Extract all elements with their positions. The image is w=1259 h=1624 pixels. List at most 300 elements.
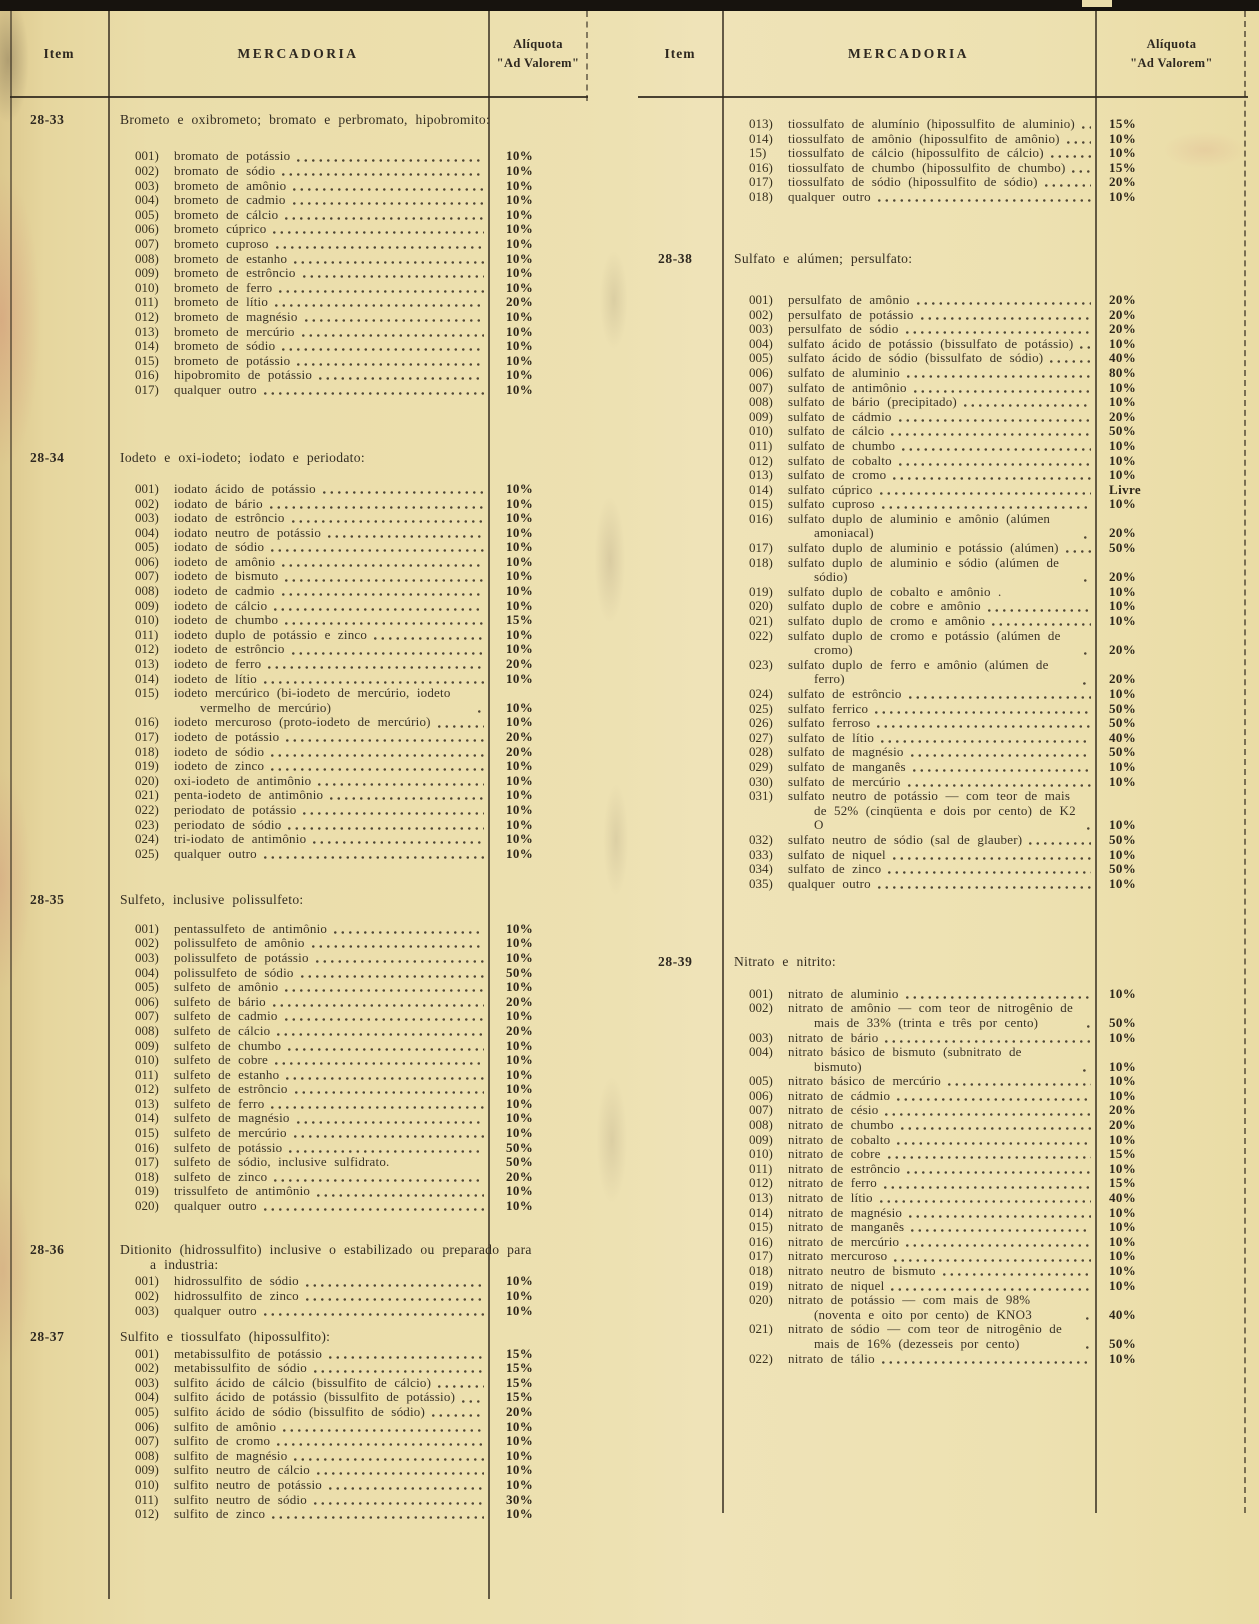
entry-description: sulfeto de cadmio xyxy=(174,1008,278,1024)
entry-description-cell xyxy=(174,1390,488,1405)
entry-description: nitrato de amônio — com teor de nitrogênio de mais de 33% (trinta e três por cento) xyxy=(788,1000,1073,1030)
table-row xyxy=(108,266,588,281)
entry-description: sulfeto de cobre xyxy=(174,1052,269,1068)
entry-description: brometo cuproso xyxy=(174,235,269,251)
entry-description: hidrossulfito de sódio xyxy=(174,1273,299,1289)
entry-code: 003) xyxy=(749,1029,773,1045)
entry-code: 033) xyxy=(749,846,773,862)
entry-code: 014) xyxy=(749,130,773,146)
table-row xyxy=(722,1147,1248,1162)
entry-code: 009) xyxy=(749,408,773,424)
entry-description: sulfato de cromo xyxy=(788,467,887,483)
table-row xyxy=(108,1155,588,1170)
entry-description-cell xyxy=(788,424,1095,439)
entry-description: sulfato duplo de cromo e potássio (alúmen de cromo) xyxy=(788,627,1061,658)
entry-rate: 10% xyxy=(506,235,534,251)
entry-code: 002) xyxy=(749,1000,773,1016)
entry-description: periodato de potássio xyxy=(174,801,297,817)
entry-rate: 20% xyxy=(1109,408,1137,424)
entry-description: sulfito neutro de sódio xyxy=(174,1491,307,1507)
entry-rate: 20% xyxy=(506,1022,534,1038)
entry-rate: 10% xyxy=(506,801,534,817)
entry-description-cell xyxy=(174,569,488,584)
entry-code: 022) xyxy=(135,801,159,817)
table-row xyxy=(722,775,1248,790)
entry-description: brometo de amônio xyxy=(174,177,287,193)
entry-rate: 50% xyxy=(1109,861,1137,877)
entry-rate: 10% xyxy=(1109,758,1137,774)
entry-rate: 10% xyxy=(506,1447,534,1463)
entry-description-cell xyxy=(174,482,488,497)
table-row xyxy=(722,161,1248,176)
entry-code: 021) xyxy=(135,787,159,803)
entry-rate: 50% xyxy=(506,1139,534,1155)
table-row xyxy=(108,832,588,847)
entry-rate: 10% xyxy=(506,480,534,496)
entry-description: nitrato de cobre xyxy=(788,1146,881,1162)
entry-description-cell xyxy=(174,354,488,369)
entry-rate: 10% xyxy=(506,1273,534,1289)
section-body xyxy=(108,450,588,862)
entry-description: sulfato de manganês xyxy=(788,758,906,774)
entry-description: iodeto de chumbo xyxy=(174,612,279,628)
entry-description: sulfato ácido de potássio (bissulfato de potássio) xyxy=(788,335,1074,351)
entry-code: 005) xyxy=(749,350,773,366)
table-row xyxy=(108,482,588,497)
entry-description: sulfito de zinco xyxy=(174,1506,266,1522)
entry-description: sulfeto de estanho xyxy=(174,1066,280,1082)
entry-description-cell xyxy=(174,1376,488,1391)
table-row xyxy=(108,1009,588,1024)
table-row xyxy=(722,1264,1248,1279)
entry-description-cell xyxy=(174,179,488,194)
entry-code: 007) xyxy=(749,379,773,395)
table-row xyxy=(722,614,1248,629)
entry-code: 008) xyxy=(135,1447,159,1463)
entry-rate: 40% xyxy=(1109,350,1137,366)
entry-description-cell xyxy=(788,132,1095,147)
entry-description-cell xyxy=(174,281,488,296)
entry-rate: 30% xyxy=(506,1491,534,1507)
entry-code: 001) xyxy=(749,985,773,1001)
entry-description-cell xyxy=(174,1463,488,1478)
entry-rate: 15% xyxy=(1109,159,1137,175)
table-row xyxy=(108,252,588,267)
entry-description-cell xyxy=(174,1039,488,1054)
entry-description-cell xyxy=(788,439,1095,454)
entry-description-cell xyxy=(788,1001,1095,1030)
entry-description-cell xyxy=(174,686,488,715)
table-row xyxy=(722,512,1248,541)
entry-code: 005) xyxy=(135,1404,159,1419)
entry-rate: 50% xyxy=(506,964,534,980)
entry-rate: 10% xyxy=(506,323,534,339)
entry-code: 018) xyxy=(749,1263,773,1278)
entry-description-cell xyxy=(788,702,1095,717)
table-body xyxy=(638,117,1248,1366)
entry-rate: 10% xyxy=(1109,335,1137,351)
entry-code: 019) xyxy=(749,1277,773,1293)
entry-description-cell xyxy=(788,760,1095,775)
entry-description-cell xyxy=(788,512,1095,541)
entry-description-cell xyxy=(788,1074,1095,1089)
entry-code: 025) xyxy=(135,845,159,861)
entry-code: 010) xyxy=(135,1052,159,1068)
entry-code: 010) xyxy=(749,423,773,439)
entry-description: sulfito neutro de potássio xyxy=(174,1476,322,1492)
entry-rate: 10% xyxy=(506,250,534,266)
entry-description-cell xyxy=(788,1220,1095,1235)
entry-code: 006) xyxy=(135,1418,159,1434)
table-row xyxy=(722,1074,1248,1089)
entry-description: nitrato de mercúrio xyxy=(788,1233,900,1249)
table-row xyxy=(108,922,588,937)
table-row xyxy=(722,702,1248,717)
entry-code: 020) xyxy=(135,1198,159,1214)
entry-code: 014) xyxy=(135,670,159,686)
table-row xyxy=(722,731,1248,746)
table-row xyxy=(722,483,1248,498)
table-row xyxy=(108,1053,588,1068)
entry-description-cell xyxy=(788,556,1095,585)
entry-code: 006) xyxy=(135,993,159,1009)
item-code xyxy=(638,117,722,205)
entry-description-cell xyxy=(174,1097,488,1112)
table-row xyxy=(722,877,1248,892)
entry-rate: 20% xyxy=(1109,174,1137,190)
entry-description: sulfato duplo de aluminio e amônio (alúmen amoniacal) xyxy=(788,510,1051,541)
entry-description: nitrato de aluminio xyxy=(788,985,899,1001)
table-row xyxy=(722,599,1248,614)
entry-description: iodeto mercuroso (proto-iodeto de mercúrio) xyxy=(174,714,431,730)
entry-rate: 10% xyxy=(1109,1087,1137,1103)
table-row xyxy=(108,584,588,599)
section-title: Sulfito e tiossulfato (hipossulfito): xyxy=(120,1329,331,1345)
entry-rate: 10% xyxy=(1109,1058,1137,1074)
entry-rate: 10% xyxy=(506,568,534,584)
table-header xyxy=(638,11,1248,98)
entry-code: 032) xyxy=(749,831,773,847)
entry-description-cell xyxy=(174,1361,488,1376)
table-row xyxy=(108,1184,588,1199)
entry-description-cell xyxy=(174,295,488,310)
entry-description: iodeto de cálcio xyxy=(174,597,268,613)
table-row xyxy=(722,117,1248,132)
entry-code: 010) xyxy=(749,1146,773,1162)
entry-description-cell xyxy=(788,775,1095,790)
entry-description-cell xyxy=(788,1147,1095,1162)
entry-code: 015) xyxy=(135,685,159,701)
section-entries xyxy=(722,117,1248,205)
entry-description: sulfato duplo de ferro e amônio (alúmen de ferro) xyxy=(788,656,1049,687)
entry-description-cell xyxy=(174,1009,488,1024)
entry-description: sulfato neutro de potássio — com teor de mais de 52% (cinqüenta e dois por cento) de K2 O xyxy=(788,788,1076,833)
entry-rate: 20% xyxy=(506,993,534,1009)
entry-description: nitrato neutro de bismuto xyxy=(788,1263,936,1278)
entry-rate: 10% xyxy=(506,1418,534,1434)
entry-code: 001) xyxy=(749,291,773,307)
table-row xyxy=(722,556,1248,585)
section-entries xyxy=(108,149,588,397)
entry-description-cell xyxy=(174,1111,488,1126)
table-row xyxy=(108,980,588,995)
entry-rate: 10% xyxy=(506,979,534,995)
entry-code: 003) xyxy=(135,1374,159,1390)
entry-code: 008) xyxy=(135,1022,159,1038)
entry-code: 001) xyxy=(135,920,159,936)
entry-description: qualquer outro xyxy=(174,381,257,397)
entry-description-cell xyxy=(174,555,488,570)
entry-description-cell xyxy=(788,848,1095,863)
entry-description-cell xyxy=(174,1068,488,1083)
entry-rate: 10% xyxy=(506,1476,534,1492)
entry-description: persulfato de amônio xyxy=(788,291,910,307)
tariff-section xyxy=(638,954,1248,1366)
table-row xyxy=(722,862,1248,877)
section-entries xyxy=(108,1274,588,1318)
entry-description-cell xyxy=(788,483,1095,498)
entry-rate: 10% xyxy=(1109,1248,1137,1264)
entry-description-cell xyxy=(174,995,488,1010)
entry-description-cell xyxy=(788,599,1095,614)
entry-rate: 50% xyxy=(1109,831,1137,847)
entry-code: 025) xyxy=(749,700,773,716)
entry-rate: 20% xyxy=(1109,569,1137,585)
entry-description-cell xyxy=(788,1279,1095,1294)
entry-rate: 10% xyxy=(1109,1277,1137,1293)
entry-description-cell xyxy=(174,803,488,818)
entry-description-cell xyxy=(788,585,1095,600)
table-row xyxy=(722,175,1248,190)
table-row xyxy=(108,1024,588,1039)
table-row xyxy=(108,526,588,541)
section-body xyxy=(722,117,1248,205)
table-row xyxy=(722,833,1248,848)
tariff-section xyxy=(10,892,588,1213)
column-header-mercadoria: MERCADORIA xyxy=(848,45,969,61)
entry-rate: 10% xyxy=(506,279,534,295)
entry-code: 020) xyxy=(749,598,773,614)
entry-rate: 20% xyxy=(1109,525,1137,541)
entry-rate: 80% xyxy=(1109,364,1137,380)
entry-code: 022) xyxy=(749,627,773,643)
entry-rate: 10% xyxy=(506,192,534,208)
entry-description: sulfito ácido de sódio (bissulfito de sódio) xyxy=(174,1404,426,1419)
table-row xyxy=(108,803,588,818)
entry-code: 007) xyxy=(135,235,159,251)
entry-code: 010) xyxy=(135,1476,159,1492)
entry-code: 003) xyxy=(135,1302,159,1318)
entry-description: nitrato de chumbo xyxy=(788,1117,894,1133)
entry-code: 017) xyxy=(749,1248,773,1264)
entry-description: tiossulfato de alumínio (hipossulfito de aluminio) xyxy=(788,116,1075,131)
table-row xyxy=(108,164,588,179)
column-divider-item xyxy=(722,11,724,1513)
entry-description-cell xyxy=(174,1507,488,1522)
entry-description: nitrato de tálio xyxy=(788,1350,875,1366)
entry-description-cell xyxy=(174,774,488,789)
entry-description-cell xyxy=(788,987,1095,1002)
entry-description: sulfeto de estrôncio xyxy=(174,1081,288,1097)
entry-code: 012) xyxy=(135,641,159,657)
table-row xyxy=(722,293,1248,308)
entry-description-cell xyxy=(788,293,1095,308)
entry-code: 005) xyxy=(135,206,159,222)
entry-rate: 10% xyxy=(1109,394,1137,410)
entry-description-cell xyxy=(174,193,488,208)
entry-rate: 10% xyxy=(506,583,534,599)
entry-rate: 10% xyxy=(506,352,534,368)
entry-description: brometo de sódio xyxy=(174,338,276,354)
entry-description-cell xyxy=(788,366,1095,381)
entry-rate: 10% xyxy=(506,787,534,803)
entry-description: sulfato cúprico xyxy=(788,481,873,497)
table-row xyxy=(108,613,588,628)
entry-description-cell xyxy=(174,584,488,599)
table-row xyxy=(108,642,588,657)
table-row xyxy=(722,848,1248,863)
entry-description: tiossulfato de cálcio (hipossulfito de cálcio) xyxy=(788,145,1044,161)
entry-code: 004) xyxy=(135,192,159,208)
entry-rate: 20% xyxy=(1109,321,1137,337)
entry-code: 009) xyxy=(135,1037,159,1053)
entry-rate: 10% xyxy=(506,831,534,847)
entry-rate: 20% xyxy=(506,1168,534,1184)
item-code: 28-37 xyxy=(30,1329,65,1345)
table-row xyxy=(108,222,588,237)
entry-rate: 40% xyxy=(1109,729,1137,745)
table-row xyxy=(108,208,588,223)
entry-rate: 40% xyxy=(1109,1306,1137,1322)
entry-description: sulfato de estrôncio xyxy=(788,686,902,701)
table-row xyxy=(722,1220,1248,1235)
entry-rate: 10% xyxy=(506,524,534,540)
entry-description-cell xyxy=(174,1434,488,1449)
table-row xyxy=(722,541,1248,556)
table-row xyxy=(108,540,588,555)
entry-rate: 10% xyxy=(506,206,534,222)
entry-rate: 15% xyxy=(506,1345,534,1361)
entry-description: iodato de estrôncio xyxy=(174,510,285,526)
entry-rate: 10% xyxy=(506,1095,534,1111)
table-row xyxy=(722,629,1248,658)
table-row xyxy=(108,325,588,340)
entry-code: 010) xyxy=(135,279,159,295)
table-row xyxy=(722,1176,1248,1191)
table-row xyxy=(108,383,588,398)
entry-code: 007) xyxy=(135,1433,159,1449)
table-row xyxy=(108,555,588,570)
scan-top-edge xyxy=(0,0,1259,11)
entry-description: nitrato de ferro xyxy=(788,1175,877,1191)
entry-rate: 50% xyxy=(1109,423,1137,439)
entry-rate: 40% xyxy=(1109,1190,1137,1206)
table-row xyxy=(108,788,588,803)
entry-description-cell xyxy=(788,629,1095,658)
entry-rate: 10% xyxy=(506,714,534,730)
entry-rate: 10% xyxy=(506,1302,534,1318)
entry-description-cell xyxy=(174,788,488,803)
table-row xyxy=(108,966,588,981)
entry-code: 007) xyxy=(135,568,159,584)
table-row xyxy=(108,657,588,672)
entry-description: tiossulfato de sódio (hipossulfito de sódio) xyxy=(788,174,1038,190)
entry-description-cell xyxy=(788,410,1095,425)
entry-description: qualquer outro xyxy=(174,1198,257,1214)
entry-description: sulfato de niquel xyxy=(788,846,886,862)
entry-description: iodeto de zinco xyxy=(174,758,265,774)
entry-description-cell xyxy=(788,322,1095,337)
entry-description: sulfato de mercúrio xyxy=(788,773,901,789)
table-row xyxy=(722,497,1248,512)
table-border-right xyxy=(586,11,588,101)
entry-description-cell xyxy=(788,1133,1095,1148)
entry-rate: 15% xyxy=(506,1360,534,1376)
section-entries xyxy=(108,922,588,1214)
tariff-table-right xyxy=(638,11,1248,1571)
entry-description: sulfato duplo de cromo e amônio xyxy=(788,613,986,629)
table-row xyxy=(108,774,588,789)
entry-code: 003) xyxy=(749,321,773,337)
entry-rate: 10% xyxy=(1109,1029,1137,1045)
entry-rate: 10% xyxy=(1109,1160,1137,1176)
entry-code: 009) xyxy=(135,1462,159,1478)
table-row xyxy=(108,1390,588,1405)
entry-description: iodeto duplo de potássio e zinco xyxy=(174,626,368,642)
entry-description-cell xyxy=(788,1089,1095,1104)
table-row xyxy=(722,1352,1248,1367)
table-row xyxy=(722,190,1248,205)
entry-description-cell xyxy=(174,951,488,966)
entry-code: 001) xyxy=(135,1345,159,1361)
entry-code: 003) xyxy=(135,177,159,193)
entry-description: persulfato de sódio xyxy=(788,321,899,337)
entry-description: sulfato de cádmio xyxy=(788,408,892,424)
table-row xyxy=(108,1361,588,1376)
table-row xyxy=(722,1322,1248,1351)
section-entries xyxy=(108,482,588,861)
entry-description-cell xyxy=(174,266,488,281)
entry-description: sulfato de aluminio xyxy=(788,364,900,380)
entry-description: nitrato de césio xyxy=(788,1102,879,1118)
table-row xyxy=(108,310,588,325)
entry-description: nitrato de magnésio xyxy=(788,1204,903,1220)
entry-description: sulfeto de cálcio xyxy=(174,1022,271,1038)
entry-code: 012) xyxy=(749,1175,773,1191)
table-row xyxy=(722,1118,1248,1133)
entry-description-cell xyxy=(174,383,488,398)
entry-code: 016) xyxy=(749,510,773,526)
entry-rate: 50% xyxy=(1109,1014,1137,1030)
entry-description: sulfeto de ferro xyxy=(174,1095,265,1111)
table-row xyxy=(722,1206,1248,1221)
entry-rate: 10% xyxy=(506,1066,534,1082)
section-title: Sulfeto, inclusive polissulfeto: xyxy=(120,892,304,908)
entry-code: 017) xyxy=(135,1154,159,1170)
table-row xyxy=(722,716,1248,731)
entry-rate: 20% xyxy=(506,656,534,672)
entry-rate: 10% xyxy=(506,163,534,178)
entry-description: iodeto de amônio xyxy=(174,553,276,569)
table-row xyxy=(722,381,1248,396)
entry-description: nitrato básico de bismuto (subnitrato de bismuto) xyxy=(788,1044,1022,1074)
entry-description-cell xyxy=(174,149,488,164)
entry-rate: 10% xyxy=(506,758,534,774)
entry-description-cell xyxy=(174,540,488,555)
entry-code: 002) xyxy=(135,1288,159,1304)
column-header-item: Item xyxy=(43,45,75,61)
entry-rate: 10% xyxy=(506,1081,534,1097)
